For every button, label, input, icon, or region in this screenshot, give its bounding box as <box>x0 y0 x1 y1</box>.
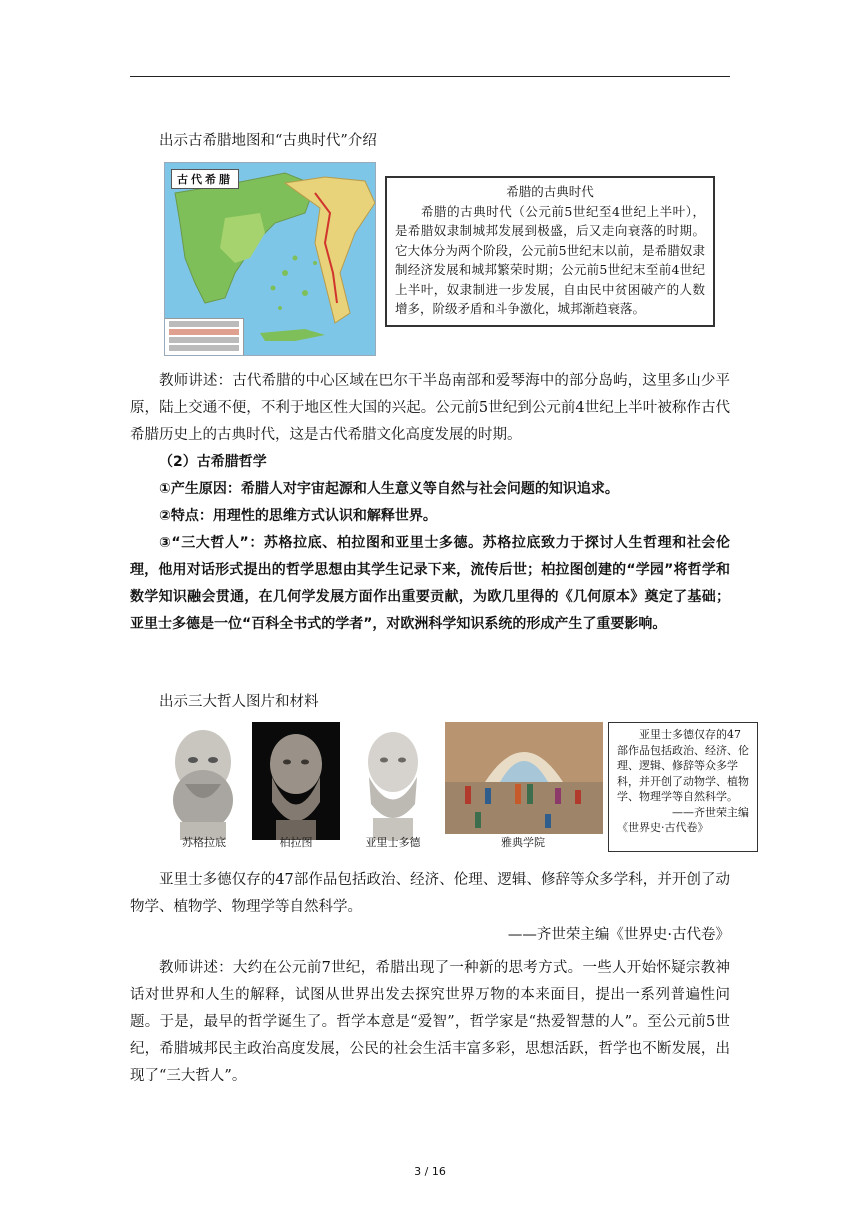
caption-aristotle: 亚里士多德 <box>365 836 421 849</box>
map-legend <box>165 318 244 355</box>
section-heading: （2）古希腊哲学 <box>159 454 267 470</box>
quote-source: 《世界史·古代卷》 <box>617 821 709 834</box>
legend-row <box>169 345 239 351</box>
caption-academy: 雅典学院 <box>501 836 545 849</box>
teacher-narration-2: 教师讲述：大约在公元前7世纪，希腊出现了一种新的思考方式。一些人开始怀疑宗教神话对世界和人生的解释，试图从世界出发去探究世界万物的本来面目，提出一系列普遍性问题。于是，最早的哲学诞生了。哲学本意是“爱智”，哲学家是“热爱智慧的人”。至公元前5世纪，希腊城邦民主政治高度发展，公民的社会生活丰富多彩，思想活跃，哲学也不断发展，出现了“三大哲人”。 <box>130 960 730 1084</box>
school-of-athens-image <box>445 722 603 834</box>
legend-row <box>169 321 239 327</box>
teacher-narration-1: 教师讲述：古代希腊的中心区域在巴尔干半岛南部和爱琴海中的部分岛屿，这里多山少平原，陆上交通不便，不利于地区性大国的兴起。公元前5世纪到公元前4世纪上半叶被称作古代希腊历史上的古典时代，这是古代希腊文化高度发展的时期。 <box>130 373 730 443</box>
legend-row <box>169 337 239 343</box>
material-source: ——齐世荣主编《世界史·古代卷》 <box>507 927 730 943</box>
page-number: 3 / 16 <box>414 1165 446 1178</box>
intro-map-text: 出示古希腊地图和“古典时代”介绍 <box>159 133 377 149</box>
intro-philosophers-text: 出示三大哲人图片和材料 <box>159 694 319 710</box>
ancient-greece-map <box>164 162 376 356</box>
caption-socrates: 苏格拉底 <box>182 836 226 849</box>
caption-plato: 柏拉图 <box>279 836 313 849</box>
era-box-title: 希腊的古典时代 <box>506 184 594 199</box>
quote-author: ——齐世荣主编 <box>672 805 749 819</box>
legend-row <box>169 329 239 335</box>
plato-image <box>252 722 340 840</box>
header-rule <box>130 76 730 77</box>
point-three-philosophers: ③“三大哲人”：苏格拉底、柏拉图和亚里士多德。苏格拉底致力于探讨人生哲理和社会伦理，他用对话形式提出的哲学思想由其学生记录下来，流传后世；柏拉图创建的“学园”将哲学和数学知识融会贯通，在几何学发展方面作出重要贡献，为欧几里得的《几何原本》奠定了基础；亚里士多德是一位“百科全书式的学者”，对欧洲科学知识系统的形成产生了重要影响。 <box>130 535 730 632</box>
socrates-image <box>160 722 246 840</box>
aristotle-quote-box <box>608 722 758 852</box>
point-feature: ②特点：用理性的思维方式认识和解释世界。 <box>159 508 437 524</box>
point-cause: ①产生原因：希腊人对宇宙起源和人生意义等自然与社会问题的知识追求。 <box>159 481 619 497</box>
map-title: 古代希腊 <box>171 169 239 189</box>
material-text: 亚里士多德仅存的47部作品包括政治、经济、伦理、逻辑、修辞等众多学科，并开创了动物学、植物学、物理学等自然科学。 <box>130 872 730 915</box>
era-box-body: 希腊的古典时代（公元前5世纪至4世纪上半叶），是希腊奴隶制城邦发展到极盛，后又走向衰落的时期。它大体分为两个阶段，公元前5世纪末以前，是希腊奴隶制经济发展和城邦繁荣时期；公元前5世纪末至前4世纪上半叶，奴隶制进一步发展，自由民中贫困破产的人数增多，阶级矛盾和斗争激化，城邦渐趋衰落。 <box>395 203 705 316</box>
aristotle-image <box>347 722 439 840</box>
classical-era-box <box>385 176 715 327</box>
quote-body: 亚里士多德仅存的47部作品包括政治、经济、伦理、逻辑、修辞等众多学科，并开创了动物学、植物学、物理学等自然科学。 <box>617 728 749 803</box>
